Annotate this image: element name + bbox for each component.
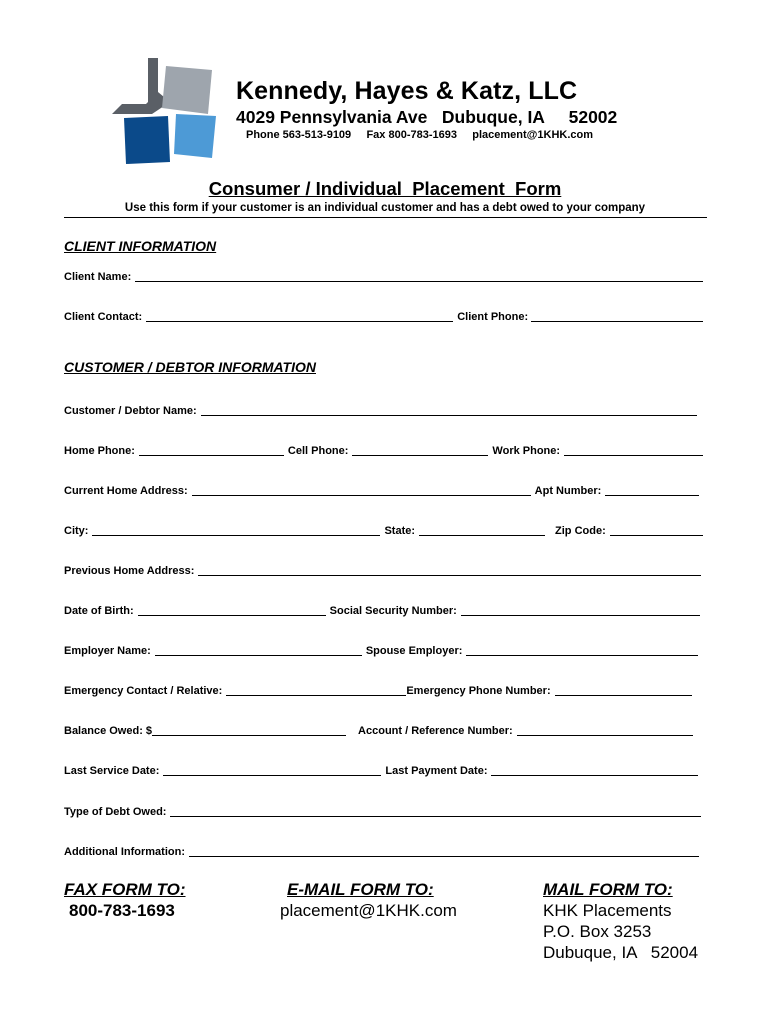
work-phone-field[interactable] <box>564 445 703 456</box>
logo-dark-bracket <box>112 58 170 114</box>
emergency-contact-label: Emergency Contact / Relative: <box>64 685 223 697</box>
client-name-field[interactable] <box>135 271 703 282</box>
cell-phone-label: Cell Phone: <box>287 445 349 457</box>
emergency-phone-field[interactable] <box>555 685 692 696</box>
debtor-name-row <box>64 402 707 418</box>
last-payment-field[interactable] <box>491 765 698 776</box>
emergency-phone-label: Emergency Phone Number: <box>406 685 551 697</box>
client-contact-field[interactable] <box>146 311 453 322</box>
spouse-employer-field[interactable] <box>466 645 698 656</box>
last-service-field[interactable] <box>163 765 381 776</box>
company-name: Kennedy, Hayes & Katz, LLC <box>236 77 578 105</box>
company-address: 4029 Pennsylvania Ave Dubuque, IA 52002 <box>236 107 618 127</box>
dob-field[interactable] <box>138 605 326 616</box>
previous-address-label: Previous Home Address: <box>64 565 195 577</box>
fax-number: 800-783-1693 <box>69 901 175 920</box>
city-field[interactable] <box>92 525 380 536</box>
additional-info-row <box>64 843 707 859</box>
state-field[interactable] <box>419 525 545 536</box>
current-address-field[interactable] <box>192 485 531 496</box>
balance-owed-label: Balance Owed: $ <box>64 725 153 737</box>
dob-label: Date of Birth: <box>64 605 134 617</box>
client-section-heading: CLIENT INFORMATION <box>64 238 217 254</box>
client-contact-label: Client Contact: <box>64 311 143 323</box>
city-state-zip-row <box>64 522 707 538</box>
title-divider <box>64 217 707 218</box>
debtor-section-heading: CUSTOMER / DEBTOR INFORMATION <box>64 359 316 375</box>
debtor-name-label: Customer / Debtor Name: <box>64 405 197 417</box>
apt-number-label: Apt Number: <box>534 485 602 497</box>
last-service-label: Last Service Date: <box>64 765 160 777</box>
logo-navy-square <box>124 116 170 164</box>
home-phone-label: Home Phone: <box>64 445 135 457</box>
email-address: placement@1KHK.com <box>280 901 457 920</box>
dates-row <box>64 762 707 778</box>
home-phone-field[interactable] <box>139 445 284 456</box>
account-number-field[interactable] <box>517 725 693 736</box>
apt-number-field[interactable] <box>605 485 699 496</box>
state-label: State: <box>384 525 416 537</box>
current-address-label: Current Home Address: <box>64 485 188 497</box>
debt-type-label: Type of Debt Owed: <box>64 806 167 818</box>
last-payment-label: Last Payment Date: <box>385 765 488 777</box>
client-contact-row <box>64 308 707 324</box>
fax-block <box>64 880 186 921</box>
email-heading: E-MAIL FORM TO: <box>287 880 434 899</box>
spouse-employer-label: Spouse Employer: <box>365 645 463 657</box>
work-phone-label: Work Phone: <box>492 445 561 457</box>
ssn-label: Social Security Number: <box>329 605 457 617</box>
cell-phone-field[interactable] <box>352 445 488 456</box>
previous-address-row <box>64 562 707 578</box>
mail-line-3: Dubuque, IA 52004 <box>543 943 699 962</box>
emergency-row <box>64 682 707 698</box>
form-title <box>0 178 770 200</box>
previous-address-field[interactable] <box>198 565 701 576</box>
ssn-field[interactable] <box>461 605 700 616</box>
client-phone-label: Client Phone: <box>457 311 529 323</box>
mail-line-2: P.O. Box 3253 <box>543 922 652 941</box>
fax-heading: FAX FORM TO: <box>64 880 186 899</box>
balance-row <box>64 722 707 738</box>
email-block <box>280 880 457 921</box>
debtor-name-field[interactable] <box>201 405 697 416</box>
additional-info-label: Additional Information: <box>64 846 185 858</box>
balance-owed-field[interactable] <box>152 725 346 736</box>
mail-block <box>543 880 698 963</box>
client-name-row <box>64 268 707 284</box>
dob-ssn-row <box>64 602 707 618</box>
emergency-contact-field[interactable] <box>226 685 406 696</box>
employer-label: Employer Name: <box>64 645 151 657</box>
account-number-label: Account / Reference Number: <box>358 725 513 737</box>
mail-heading: MAIL FORM TO: <box>543 880 673 899</box>
zip-field[interactable] <box>610 525 703 536</box>
mail-line-1: KHK Placements <box>543 901 672 920</box>
employer-row <box>64 642 707 658</box>
debt-type-field[interactable] <box>170 806 701 817</box>
current-address-row <box>64 482 707 498</box>
logo-blue-square <box>174 114 216 158</box>
zip-label: Zip Code: <box>555 525 606 537</box>
additional-info-field[interactable] <box>189 846 699 857</box>
client-phone-field[interactable] <box>531 311 703 322</box>
form-title-text: Consumer / Individual Placement Form <box>208 178 562 199</box>
company-contact: Phone 563-513-9109 Fax 800-783-1693 placement@1KHK.com <box>246 129 594 141</box>
company-logo <box>112 58 222 166</box>
phones-row <box>64 442 707 458</box>
logo-grey-square <box>162 66 212 114</box>
form-subtitle: Use this form if your customer is an individual customer and has a debt owed to your company <box>124 202 646 214</box>
debt-type-row <box>64 803 707 819</box>
employer-field[interactable] <box>155 645 362 656</box>
city-label: City: <box>64 525 89 537</box>
client-name-label: Client Name: <box>64 271 132 283</box>
